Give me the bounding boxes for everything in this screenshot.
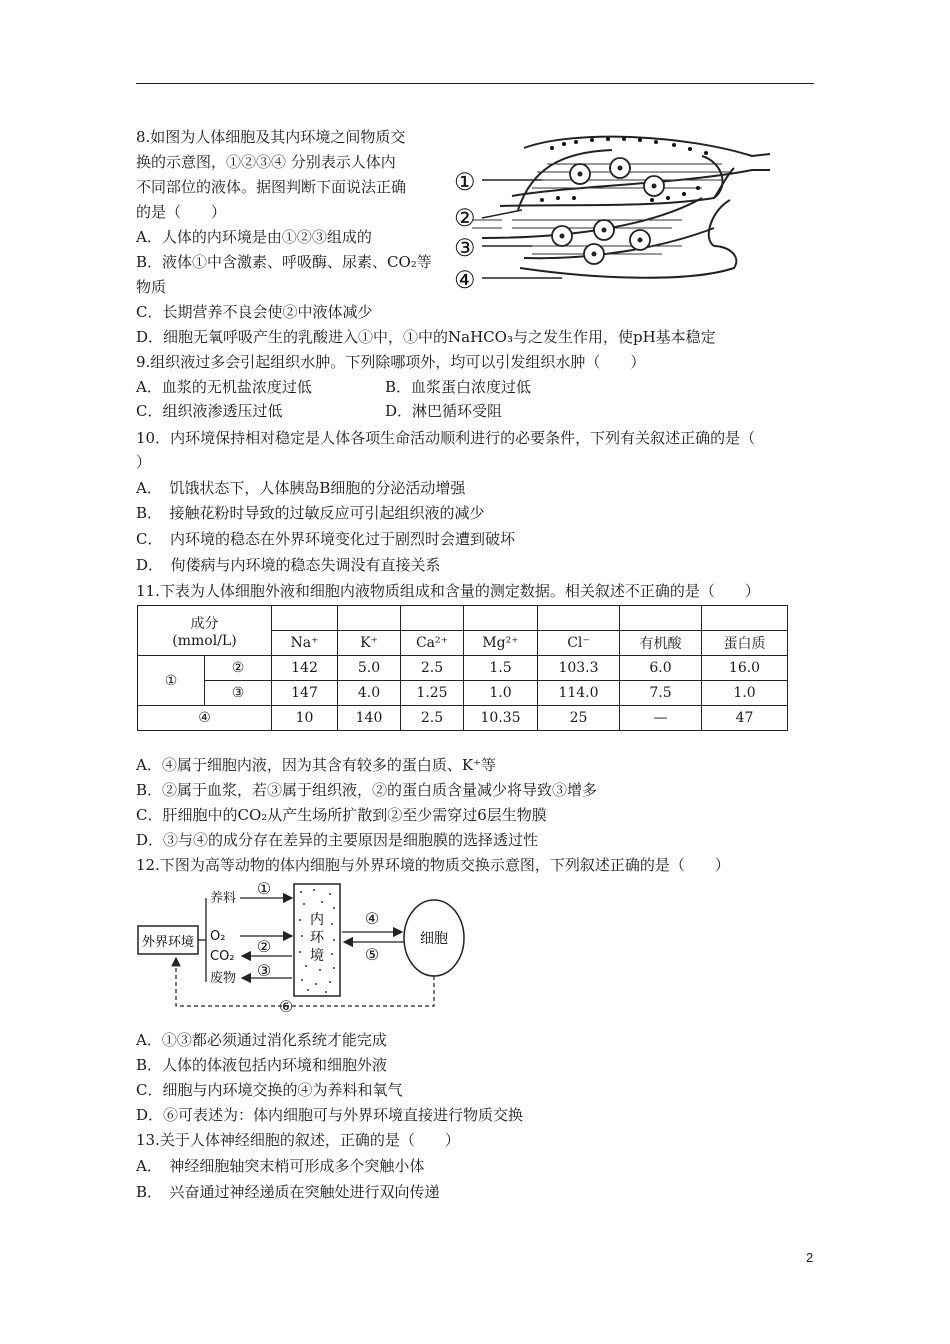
diagram-label-3: ③ <box>454 234 476 262</box>
arrow-num-3: ③ <box>256 961 272 980</box>
table-header-spacer <box>272 606 338 631</box>
inner-env-label: 内环境 <box>310 912 324 964</box>
table-header-organic-acid: 有机酸 <box>620 631 702 656</box>
q10-option-b: B． 接触花粉时导致的过敏反应可引起组织液的减少 <box>136 504 485 522</box>
diagram-label-2: ② <box>454 204 476 232</box>
arrow-num-6: ⑥ <box>278 997 294 1016</box>
q8-option-b-cont: 物质 <box>136 278 167 296</box>
q9-option-b: B．血浆蛋白浓度过低 <box>385 378 532 396</box>
table-group-label: ① <box>138 656 205 706</box>
outer-env-label: 外界环境 <box>141 935 195 950</box>
table-cell: 4.0 <box>338 681 401 706</box>
table-cell: 7.5 <box>620 681 702 706</box>
table-row-label: ④ <box>138 706 272 731</box>
header-rule <box>136 83 814 84</box>
diagram-label-4: ④ <box>454 266 476 294</box>
table-cell: 114.0 <box>538 681 620 706</box>
q10-stem: 10．内环境保持相对稳定是人体各项生命活动顺利进行的必要条件，下列有关叙述正确的是（ <box>136 429 756 447</box>
arrow-num-5: ⑤ <box>364 945 380 964</box>
table-cell: 25 <box>538 706 620 731</box>
q12-option-a: A．①③都必须通过消化系统才能完成 <box>136 1031 387 1049</box>
table-cell: 1.5 <box>464 656 538 681</box>
table-row-label: ③ <box>205 681 272 706</box>
q10-option-a: A． 饥饿状态下，人体胰岛B细胞的分泌活动增强 <box>136 479 466 497</box>
q12-option-c: C．细胞与内环境交换的④为养料和氧气 <box>136 1081 403 1099</box>
table-cell: 10 <box>272 706 338 731</box>
table-cell: 1.25 <box>401 681 464 706</box>
table-header-spacer <box>338 606 401 631</box>
q9-option-a: A．血浆的无机盐浓度过低 <box>136 378 312 396</box>
q11-option-d: D．③与④的成分存在差异的主要原因是细胞膜的选择透过性 <box>136 831 539 849</box>
table-header-spacer <box>538 606 620 631</box>
table-cell: 142 <box>272 656 338 681</box>
co2-label: CO₂ <box>210 949 235 964</box>
tissue-fluid-diagram <box>452 128 782 300</box>
table-corner-title: 成分 <box>190 615 219 632</box>
table-row-label: ② <box>205 656 272 681</box>
table-header-mg: Mg²⁺ <box>464 631 538 656</box>
q10-stem-cont: ） <box>136 453 152 471</box>
waste-label: 废物 <box>210 971 237 986</box>
q9-option-d: D．淋巴循环受阻 <box>385 402 503 420</box>
q8-stem-line-2: 换的示意图，①②③④ 分别表示人体内 <box>136 153 396 171</box>
q8-stem-line-4: 的是（ ） <box>136 203 227 221</box>
table-cell: 103.3 <box>538 656 620 681</box>
q8-stem-line-1: 8.如图为人体细胞及其内环境之间物质交 <box>136 128 406 146</box>
table-cell: 10.35 <box>464 706 538 731</box>
table-header-spacer <box>620 606 702 631</box>
table-header-cl: Cl⁻ <box>538 631 620 656</box>
q8-option-b: B．液体①中含激素、呼吸酶、尿素、CO₂等 <box>136 253 432 271</box>
q11-option-b: B．②属于血浆，若③属于组织液，②的蛋白质含量减少将导致③增多 <box>136 781 598 799</box>
table-corner-cell <box>138 606 272 656</box>
table-header-spacer <box>401 606 464 631</box>
table-cell: 1.0 <box>464 681 538 706</box>
table-corner-unit: (mmol/L) <box>172 632 237 649</box>
table-cell: — <box>620 706 702 731</box>
q9-stem: 9.组织液过多会引起组织水肿。下列除哪项外，均可以引发组织水肿（ ） <box>136 353 646 371</box>
table-cell: 147 <box>272 681 338 706</box>
q12-option-b: B．人体的体液包括内环境和细胞外液 <box>136 1056 388 1074</box>
table-cell: 5.0 <box>338 656 401 681</box>
table-header-spacer <box>464 606 538 631</box>
arrow-num-4: ④ <box>364 909 380 928</box>
q13-stem: 13.关于人体神经细胞的叙述，正确的是（ ） <box>136 1131 460 1149</box>
arrow-num-2: ② <box>256 937 272 956</box>
table-cell: 2.5 <box>401 656 464 681</box>
q11-stem: 11.下表为人体细胞外液和细胞内液物质组成和含量的测定数据。相关叙述不正确的是（ ） <box>136 582 760 600</box>
q12-stem: 12.下图为高等动物的体内细胞与外界环境的物质交换示意图，下列叙述正确的是（ ） <box>136 856 730 874</box>
o2-label: O₂ <box>210 929 226 944</box>
page-number: 2 <box>806 1250 814 1265</box>
table-header-spacer <box>702 606 788 631</box>
table-cell: 140 <box>338 706 401 731</box>
table-header-k: K⁺ <box>338 631 401 656</box>
q9-option-c: C．组织液渗透压过低 <box>136 402 283 420</box>
q8-option-c: C．长期营养不良会使②中液体减少 <box>136 303 373 321</box>
q12-option-d: D．⑥可表述为：体内细胞可与外界环境直接进行物质交换 <box>136 1106 524 1124</box>
diagram-label-1: ① <box>454 168 476 196</box>
exchange-diagram <box>136 878 471 1024</box>
table-header-protein: 蛋白质 <box>702 631 788 656</box>
nutrient-label: 养料 <box>210 891 237 906</box>
q8-stem-line-3: 不同部位的液体。据图判断下面说法正确 <box>136 178 407 196</box>
table-header-na: Na⁺ <box>272 631 338 656</box>
table-cell: 16.0 <box>702 656 788 681</box>
cell-label: 细胞 <box>420 931 448 947</box>
q11-option-a: A．④属于细胞内液，因为其含有较多的蛋白质、K⁺等 <box>136 756 496 774</box>
table-cell: 2.5 <box>401 706 464 731</box>
q8-option-a: A．人体的内环境是由①②③组成的 <box>136 228 372 246</box>
table-cell: 47 <box>702 706 788 731</box>
q10-option-c: C． 内环境的稳态在外界环境变化过于剧烈时会遭到破坏 <box>136 530 515 548</box>
composition-table <box>137 605 788 731</box>
table-header-ca: Ca²⁺ <box>401 631 464 656</box>
q13-option-b: B． 兴奋通过神经递质在突触处进行双向传递 <box>136 1183 440 1201</box>
table-cell: 6.0 <box>620 656 702 681</box>
q11-option-c: C．肝细胞中的CO₂从产生场所扩散到②至少需穿过6层生物膜 <box>136 806 547 824</box>
arrow-num-1: ① <box>256 879 272 898</box>
q8-option-d: D．细胞无氧呼吸产生的乳酸进入①中，①中的NaHCO₃与之发生作用，使pH基本稳定 <box>136 328 716 346</box>
q10-option-d: D． 佝偻病与内环境的稳态失调没有直接关系 <box>136 556 441 574</box>
q13-option-a: A． 神经细胞轴突末梢可形成多个突触小体 <box>136 1157 425 1175</box>
table-cell: 1.0 <box>702 681 788 706</box>
